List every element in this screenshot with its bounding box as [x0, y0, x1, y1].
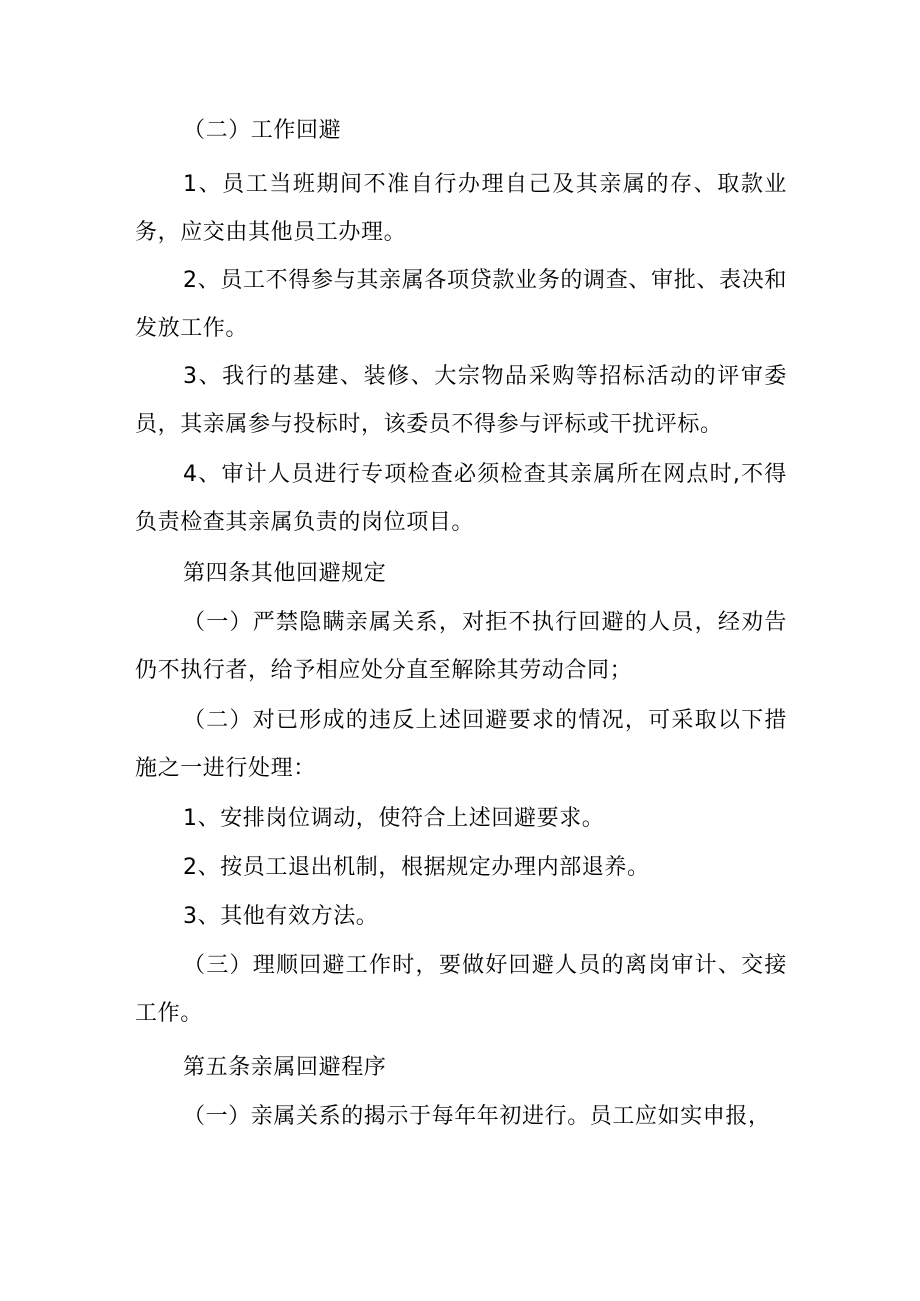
article-5-heading: 第五条亲属回避程序	[183, 1055, 387, 1080]
paragraph-measure-2: 2、按员工退出机制，根据规定办理内部退养。	[183, 855, 650, 880]
paragraph-article-4-clause-3: （三）理顺回避工作时，要做好回避人员的离岗审计、交接工作。	[135, 953, 787, 1026]
paragraph-article-4-clause-1: （一）严禁隐瞒亲属关系，对拒不执行回避的人员，经劝告仍不执行者，给予相应处分直至解除其劳动合同；	[135, 610, 787, 683]
paragraph-item-3: 3、我行的基建、装修、大宗物品采购等招标活动的评审委员，其亲属参与投标时，该委员不得参与评标或干扰评标。	[135, 364, 787, 437]
paragraph-item-4: 4、审计人员进行专项检查必须检查其亲属所在网点时,不得负责检查其亲属负责的岗位项目。	[135, 462, 787, 535]
paragraph-article-5-clause-1: （一）亲属关系的揭示于每年年初进行。员工应如实申报，	[183, 1104, 771, 1129]
paragraph-work-avoidance-heading: （二）工作回避	[183, 118, 342, 143]
paragraph-measure-3: 3、其他有效方法。	[183, 904, 379, 929]
paragraph-measure-1: 1、安排岗位调动，使符合上述回避要求。	[183, 806, 605, 831]
paragraph-item-1: 1、员工当班期间不准自行办理自己及其亲属的存、取款业务，应交由其他员工办理。	[135, 172, 787, 245]
article-4-heading: 第四条其他回避规定	[183, 561, 387, 586]
paragraph-item-2: 2、员工不得参与其亲属各项贷款业务的调查、审批、表决和发放工作。	[135, 268, 787, 341]
paragraph-article-4-clause-2: （二）对已形成的违反上述回避要求的情况，可采取以下措施之一进行处理：	[135, 708, 787, 781]
